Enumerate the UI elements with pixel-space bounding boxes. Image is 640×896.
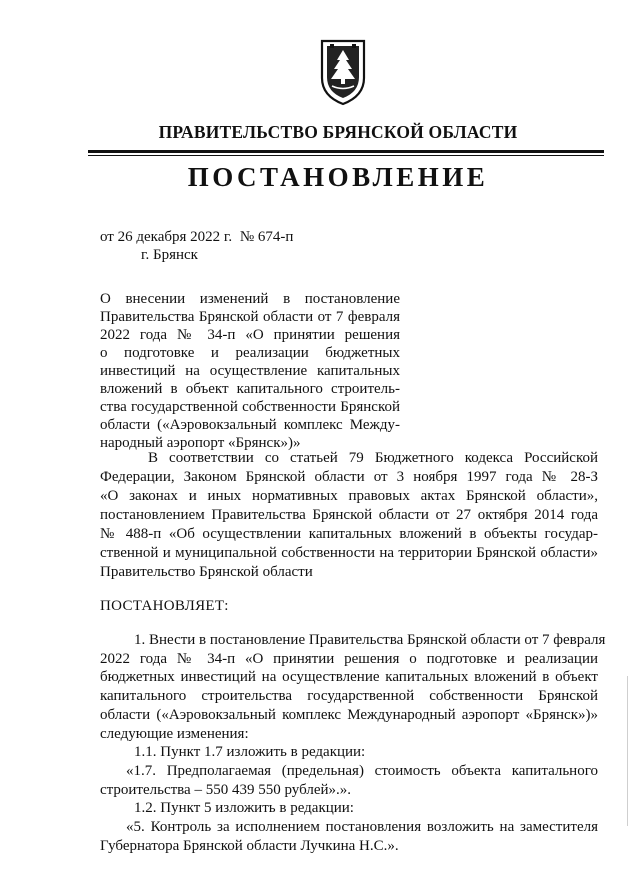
item1-line: капитального строительства государственной собственности Брянской [100,688,598,705]
subject-line: 2022 года № 34-п «О принятии решения [100,327,400,343]
subject-line: Правительства Брянской области от 7 февраля [100,309,400,325]
subject-line: О внесении изменений в постановление [100,291,400,307]
item1-line: области («Аэровокзальный комплекс Международный аэропорт «Брянск»)» [100,706,598,723]
document-date: от 26 декабря 2022 г. [100,229,233,245]
item5-line: «5. Контроль за исполнением постановления возложить на заместителя [126,819,598,836]
preamble-line: В соответствии со статьей 79 Бюджетного кодекса Российской [148,450,598,466]
preamble-line: Правительство Брянской области [100,564,313,580]
subject-line: о подготовке и реализации бюджетных [100,345,400,361]
header-divider-thick [88,150,604,153]
item1-7-line: строительства – 550 439 550 рублей».». [100,781,352,798]
preamble-line: Федерации, Законом Брянской области от 3 ноября 1997 года № 28-З [100,469,598,485]
subject-line: ства государственной собственности Брянской [100,399,400,415]
subject-line: народный аэропорт «Брянск»)» [100,435,301,451]
item1-line: следующие изменения: [100,725,249,742]
item1-line: 1. Внести в постановление Правительства Брянской области от 7 февраля [134,632,606,648]
preamble-line: постановлением Правительства Брянской области от 27 октября 2014 года [100,507,598,523]
document-date-number [100,229,297,246]
scan-margin-mark [627,676,628,826]
coat-of-arms-icon [318,38,368,106]
header-divider-thin [88,155,604,156]
document-number: № 674-п [239,229,294,245]
preamble-paragraph [100,449,598,582]
decree-word: ПОСТАНОВЛЯЕТ: [100,598,229,614]
item1-1-heading: 1.1. Пункт 1.7 изложить в редакции: [134,744,366,761]
preamble-line: № 488-п «Об осуществлении капитальных вложений в объекты государ- [100,526,598,542]
subject-line: области («Аэровокзальный комплекс Между- [100,417,400,433]
item1-7-line: «1.7. Предполагаемая (предельная) стоимость объекта капитального [126,762,598,779]
subject-line: вложений в объект капитального строитель- [100,381,400,397]
document-city: г. Брянск [141,247,198,263]
decree-body [100,631,606,855]
item5-line: Губернатора Брянской области Лучкина Н.С.». [100,837,399,854]
subject-line: инвестиций на осуществление капитальных [100,363,400,379]
item1-2-heading: 1.2. Пункт 5 изложить в редакции: [134,800,354,817]
item1-line: бюджетных инвестиций на осуществление капитальных вложений в объект [100,669,598,686]
item1-line: 2022 года № 34-п «О принятии решения о подготовке и реализации [100,650,598,667]
preamble-line: «О законах и иных нормативных правовых актах Брянской области», [100,488,598,504]
government-name: ПРАВИТЕЛЬСТВО БРЯНСКОЙ ОБЛАСТИ [158,122,518,142]
document-type-title: ПОСТАНОВЛЕНИЕ [187,162,489,192]
document-subject [100,290,400,452]
preamble-line: ственной и муниципальной собственности на территории Брянской области» [100,545,598,561]
